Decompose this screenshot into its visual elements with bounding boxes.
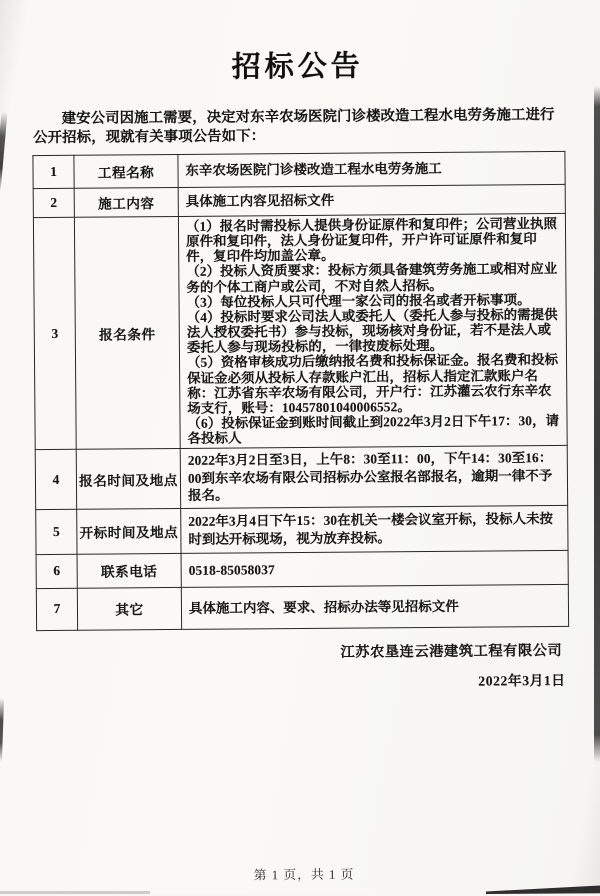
tender-info-table <box>32 151 569 631</box>
row-content-cell: 具体施工内容、要求、招标办法等见招标文件 <box>181 584 568 629</box>
table-row <box>33 184 565 217</box>
row-label-cell: 联系电话 <box>77 553 181 588</box>
row-content-cell: 2022年3月2日至3日，上午8：30至11：00，下午14：30至16：00到东辛农场有限公司招标办公室报名部报名，逾期一律不予报名。 <box>180 446 567 509</box>
row-label-cell: 报名条件 <box>74 216 180 449</box>
row-content-cell: 东辛农场医院门诊楼改造工程水电劳务施工 <box>178 151 565 187</box>
document-date: 2022年3月1日 <box>478 672 566 689</box>
issuer-signature: 江苏农垦连云港建筑工程有限公司 <box>340 642 563 661</box>
table-row <box>35 446 567 510</box>
intro-paragraph: 建安公司因施工需要，决定对东辛农场医院门诊楼改造工程水电劳务施工进行公开招标，现就有关事项公告如下： <box>33 106 555 147</box>
row-number-cell: 5 <box>36 509 77 554</box>
page-number-footer: 第 1 页，共 1 页 <box>253 867 355 883</box>
row-number-cell: 7 <box>36 588 77 630</box>
row-number-cell: 1 <box>33 155 74 188</box>
row-number-cell: 3 <box>33 217 76 450</box>
row-content-cell: 0518-85058037 <box>181 550 568 587</box>
row-label-cell: 报名时间及地点 <box>76 449 180 509</box>
row-number-cell: 6 <box>36 554 77 588</box>
row-label-cell: 工程名称 <box>74 154 178 188</box>
row-label-cell: 其它 <box>77 587 181 630</box>
row-label-cell: 开标时间及地点 <box>77 508 181 554</box>
row-number-cell: 4 <box>35 450 76 510</box>
table-row <box>36 584 568 630</box>
table-row <box>33 151 565 188</box>
table-row <box>33 213 567 450</box>
row-number-cell: 2 <box>33 188 74 217</box>
row-content-cell: （1）报名时需投标人提供身份证原件和复印件；公司营业执照原件和复印件，法人身份证复印件，开户许可证原件和复印件，复印件均加盖公章。 （2）投标人资质要求：投标方须具备建筑劳务施工或相对应业务的个体工商户或公司，不对自然人招标。 （3）每位投标人只可代理一家公司的报名或者开标事项。 （4）投标时要求公司法人或委托人（委托人参与投标的需提供法人授权委托书）参与投标，现场核对身份证，若不是法人或委托人参与现场投标的，一律按废标处理。 （5）资格审核成功后缴纳报名费和投标保证金。报名费和投标保证金必须从投标人存款账户汇出，招标人指定汇款账户名称：江苏省东辛农场有限公司，开户行：江苏灌云农行东辛农场支行，账号：10457801040006552。 （6）投标保证金到账时间截止到2022年3月2日下午17：30，请各投标人 <box>178 213 567 448</box>
row-content-cell: 具体施工内容见招标文件 <box>178 184 565 216</box>
row-content-cell: 2022年3月4日下午15：30在机关一楼会议室开标，投标人未按时到达开标现场，视为放弃投标。 <box>181 505 568 553</box>
page-title: 招标公告 <box>231 50 364 84</box>
table-row <box>36 550 568 588</box>
table-row <box>36 505 568 554</box>
row-label-cell: 施工内容 <box>74 187 178 217</box>
